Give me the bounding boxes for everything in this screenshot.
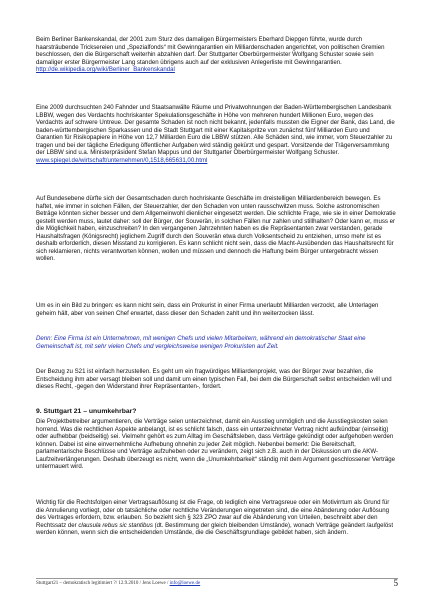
latin-phrase: clausula rebus sic stantibus: [78, 521, 153, 529]
quote-firma-staat: Denn: Eine Firma ist ein Unternehmen, mit wenigen Chefs und vielen Mitarbeitern, während ein demokratischer Staat eine Gemeinschaft ist, mit sehr vielen Chefs und vergleichsweise wenigen Prokuristen auf Zeit.: [36, 335, 366, 350]
footer-text: Stuttgart21 – demokratisch legitimiert ?/ 12.9.2010 / Jens Loewe /: [36, 581, 170, 586]
footer-email-link[interactable]: info@loewe.de: [169, 581, 201, 586]
paragraph-text: Beim Berliner Bankenskandal, der 2001 zum Sturz des damaligen Bürgermeisters Eberhard Diepgen führte, wurde durch haarsträubende Tricksereien und „Spezialfonds“ mit Gewinngarantien ein Milliardenschaden angerichtet, von politischen Gremien beschlossen, den die Bürgerschaft weiterhin abzahlen darf. Der Stuttgarter Oberbürgermeister Wolfgang Schuster sowie sein damaliger erster Bürgermeister Lang standen übrigens auch auf der exklusiven Anlegerliste mit Gewinngarantien.: [36, 36, 385, 66]
paragraph-vertraege: Die Projektbetreiber argumentieren, die Verträge seien unterzeichnet, damit ein Ausstieg unmöglich und die Ausstiegskosten seien horrend. Was die rechtlichen Aspekte anbelangt, ist es schlicht falsch, dass ein unterzeichneter Vertrag nicht aufkündbar (einseitig) oder aufhebbar (beidseitig) sei. Vielmehr gehört es zum Alltag im Geschäftsleben, dass Verträge gekündigt oder aufgehoben werden können. Dabei ist eine einvernehmliche Aufhebung ohnehin zu jeder Zeit möglich. Nebenbei bemerkt: Die Bereitschaft, parlamentarische Beschlüsse und Verträge aufzuheben oder zu verändern, zeigt sich z.B. auch in der Diskussion um die AKW-Laufzeitverlängerungen. Deshalb überzeugt es nicht, wenn die „Unumkehrbarkeit“ ständig mit dem Argument geschlossener Verträge untermauert wird.: [36, 418, 396, 471]
section-heading: 9. Stuttgart 21 – unumkehrbar?: [36, 408, 137, 415]
spiegel-link[interactable]: www.spiegel.de/wirtschaft/unternehmen/0,1518,665631,00.html: [36, 156, 208, 164]
paragraph-lbbw: [36, 104, 398, 164]
paragraph-bundesebene: Auf Bundesebene dürfte sich der Gesamtschaden durch hochriskante Geschäfte im dreistelligen Milliardenbereich bewegen. Es haftet, wie immer in solchen Fällen, der Steuerzahler, der den Schaden von unten rausschwitzen muss. Solche astronomischen Beträge könnten sicher besser und dem Allgemeinwohl dienlicher eingesetzt werden. Die schlichte Frage, wie sie in einer Demokratie gestellt werden muss, lautet daher: soll der Bürger, der Souverän, in solchen Fällen nur zahlen und stillhalten? Oder kann er, muss er die Möglichkeit haben, einzuschreiten? In den vergangenen Jahrzehnten haben es die Repräsentanten zwar verstanden, gerade Haushaltsfragen (Königsrecht) jeglichem Zugriff durch den Souverän etwa durch Volksentscheid zu entziehen, umso mehr ist es deshalb erforderlich, diesen Misstand zu korrigieren. Es kann schlicht nicht sein, dass die Macht-Ausübenden das Haushaltsrecht für sich reklamieren, nichts verantworten können, wollen und müssen und dennoch die Haftung beim Bürger untergebracht wissen wollen.: [36, 195, 396, 263]
page-footer: [36, 581, 200, 586]
footer-divider: [36, 578, 398, 579]
paragraph-text-end: (dt. Bestimmung der gleich bleibenden Umstände), wonach Verträge geändert /aufgelöst werden können, wenn sich die entscheidenden Umstände, die die Geschäftsgrundlage gebildet haben, sich ändern.: [36, 521, 394, 537]
paragraph-text: Eine 2009 durchsuchten 240 Fahnder und Staatsanwälte Räume und Privatwohnungen der Baden-Württembergischen Landesbank LBBW, wegen des Verdachts hochriskanter Spekulationsgeschäfte in Höhe von mehreren hundert Millionen Euro, wegen des Verdachts auf schwere Untreue. Der gesamte Schaden ist noch nicht bekannt, jedenfalls mussten die Eigner der Bank, das Land, die baden-württembergischen Sparkassen und die Stadt Stuttgart mit einer Kapitalspritze von zunächst fünf Milliarden Euro und Garantien für Risikopapiere in Höhe von 12,7 Milliarden Euro die LBBW stützen. Alle Schäden sind, wie immer, vom Steuerzahler zu tragen und bei der tägliche Erledigung öffentlicher Aufgaben wird ständig gekürzt und gespart. Vorsitzende der Trägerversammlung der LBBW sind u.a. Ministerpräsident Stefan Mappus und der Stuttgarter Oberbürgermeister Wolfgang Schuster.: [36, 104, 395, 157]
paragraph-rechtsfolgen: [36, 499, 398, 537]
page-number: 5: [393, 578, 398, 588]
paragraph-prokurist: Um es in ein Bild zu bringen: es kann nicht sein, dass ein Prokurist in einer Firma unerlaubt Milliarden verzockt, alle Unterlagen geheim hält, aber von seinen Chef erwartet, dass dieser den Schaden zahlt und ihn weiterzocken lässt.: [36, 302, 379, 317]
paragraph-berliner-bankenskandal: [36, 36, 398, 74]
paragraph-text: Wichtig für die Rechtsfolgen einer Vertragsauflösung ist die Frage, ob lediglich eine Vertragsreue oder ein Motivirrtum als Grund für die Annulierung vorliegt, oder ob tatsächliche oder rechtliche Veränderungen eingetreten sind, die eine Abänderung oder Auflösung des Vertrages erfordern, bzw. erlauben. So bezieht sich § 323 ZPO zwar auf die Abänderung von Urteilen, beschreibt aber den Rechtssatz der: [36, 499, 390, 529]
paragraph-s21-bezug: Der Bezug zu S21 ist einfach herzustellen. Es geht um ein fragwürdiges Milliardenprojekt, was der Bürger zwar bezahlen, die Entscheidung ihm aber versagt bleiben soll und damit um einen typischen Fall, bei dem die Bürgerschaft selbst entscheiden will und dieses Recht, -gegen den Widerstand ihrer Repräsentanten-, fordert.: [36, 368, 392, 391]
wikipedia-link[interactable]: http://de.wikipedia.org/wiki/Berliner_Bankenskandal: [36, 66, 175, 74]
